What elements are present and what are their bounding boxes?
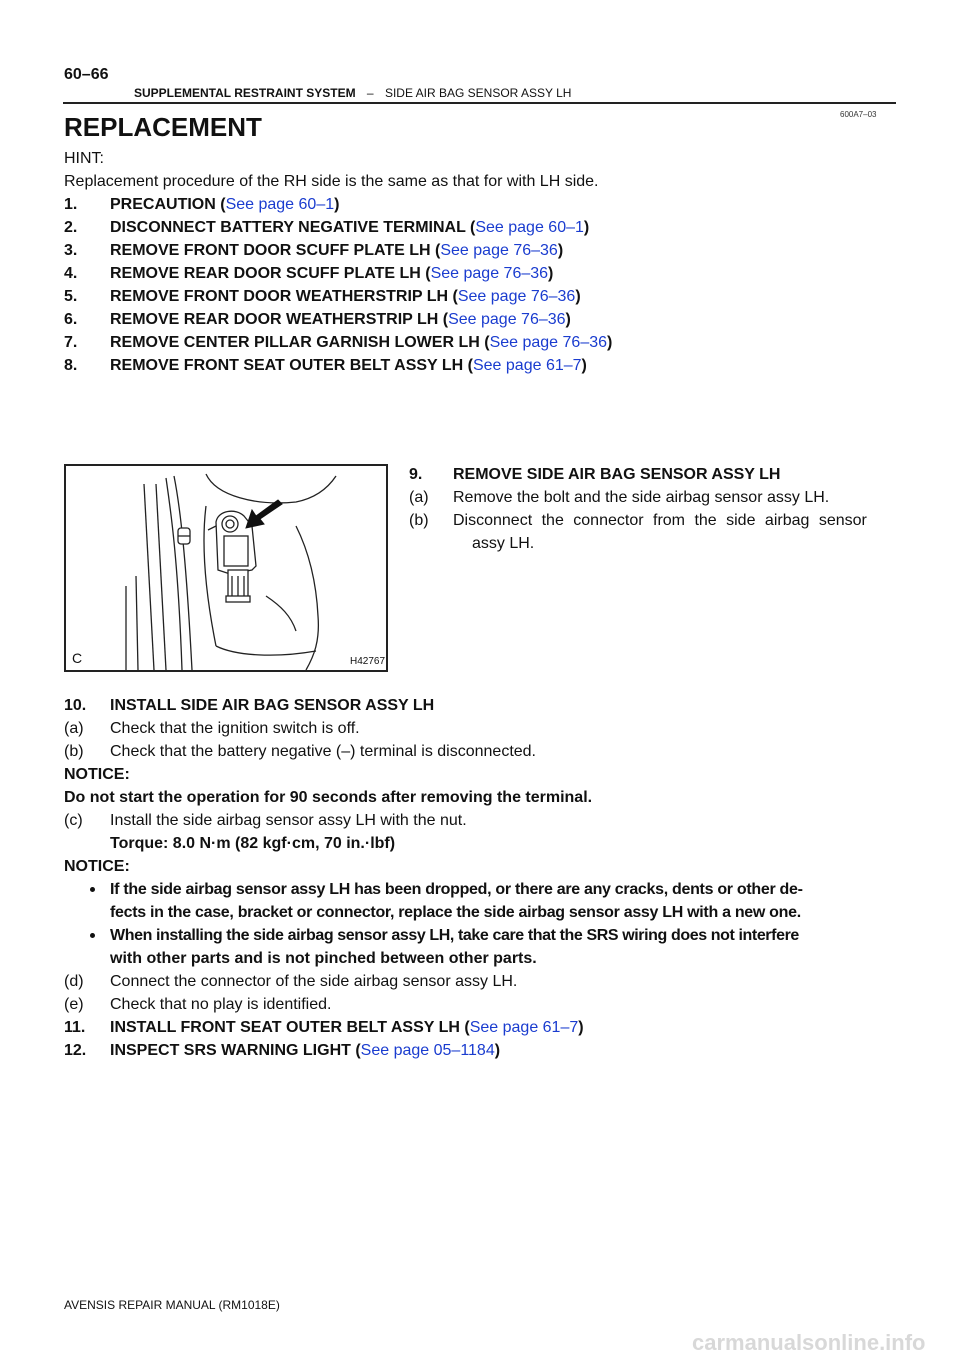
- notice-bullet-1-cont: fects in the case, bracket or connector, replace the side airbag sensor assy LH with a new one.: [110, 904, 801, 921]
- step-9b: [409, 510, 867, 532]
- bullet-dot: [90, 887, 95, 892]
- footer-manual: AVENSIS REPAIR MANUAL (RM1018E): [64, 1298, 280, 1312]
- step-number: 1.: [64, 196, 78, 213]
- step-number: 7.: [64, 334, 78, 351]
- notice-text: Do not start the operation for 90 seconds after removing the terminal.: [64, 789, 593, 806]
- figure-corner-mark: C: [72, 650, 83, 666]
- torque-spec: Torque: 8.0 N·m (82 kgf·cm, 70 in.·lbf): [110, 835, 396, 852]
- step-close: ): [583, 219, 590, 236]
- sensor-illustration: [64, 464, 388, 672]
- substep-label: (b): [64, 743, 84, 760]
- step-text: INSPECT SRS WARNING LIGHT (: [110, 1042, 361, 1059]
- sensor-drawing: [66, 466, 386, 670]
- header-rule: [63, 102, 896, 104]
- step-number: 6.: [64, 311, 78, 328]
- step-link[interactable]: See page 61–7: [469, 1019, 579, 1036]
- notice-bullet-1: If the side airbag sensor assy LH has been dropped, or there are any cracks, dents or other de-: [110, 881, 803, 898]
- step-close: ): [548, 265, 554, 282]
- step-title: REMOVE SIDE AIR BAG SENSOR ASSY LH: [453, 466, 781, 483]
- step-link[interactable]: See page 61–7: [472, 357, 582, 374]
- step-text: REMOVE REAR DOOR SCUFF PLATE LH (: [110, 265, 431, 282]
- step-close: ): [578, 1019, 584, 1036]
- step-link[interactable]: See page 76–36: [440, 242, 558, 259]
- step-6: [64, 309, 571, 331]
- substep-label: (a): [409, 489, 429, 506]
- step-number: 5.: [64, 288, 78, 305]
- step-10b: [64, 741, 536, 763]
- header-subsection: SIDE AIR BAG SENSOR ASSY LH: [384, 86, 572, 100]
- step-text: REMOVE FRONT DOOR SCUFF PLATE LH (: [110, 242, 441, 259]
- bullet-dot: [90, 933, 95, 938]
- header-section: [134, 86, 571, 100]
- hint-label: HINT:: [64, 150, 104, 167]
- substep-text: Connect the connector of the side airbag sensor assy LH.: [110, 973, 518, 990]
- step-link[interactable]: See page 76–36: [489, 334, 608, 351]
- hint-text: Replacement procedure of the RH side is the same as that for with LH side.: [64, 173, 599, 190]
- step-10e: [64, 994, 331, 1016]
- footer-watermark: carmanualsonline.info: [692, 1330, 926, 1355]
- header-separator: –: [366, 86, 374, 100]
- step-9: [409, 464, 780, 486]
- step-title: INSTALL SIDE AIR BAG SENSOR ASSY LH: [110, 697, 435, 714]
- step-close: ): [575, 288, 581, 305]
- step-link[interactable]: See page 05–1184: [360, 1042, 495, 1059]
- step-number: 10.: [64, 697, 87, 714]
- step-link[interactable]: See page 60–1: [475, 219, 584, 236]
- substep-label: (b): [409, 512, 429, 529]
- substep-label: (e): [64, 996, 84, 1013]
- step-12: [64, 1040, 500, 1062]
- step-text: DISCONNECT BATTERY NEGATIVE TERMINAL (: [110, 219, 476, 236]
- step-close: ): [557, 242, 564, 259]
- step-11: [64, 1017, 584, 1039]
- notice-label: NOTICE:: [64, 766, 130, 783]
- notice-bullet-2-cont: with other parts and is not pinched between other parts.: [110, 950, 537, 967]
- page-number: 60–66: [64, 66, 109, 83]
- header-section-title: SUPPLEMENTAL RESTRAINT SYSTEM: [134, 86, 356, 100]
- step-text: PRECAUTION (: [110, 196, 226, 213]
- notice-label: NOTICE:: [64, 858, 130, 875]
- substep-text: Disconnect the connector from the side airbag sensor: [453, 512, 867, 529]
- step-10: [64, 695, 434, 717]
- step-link[interactable]: See page 60–1: [225, 196, 335, 213]
- step-number: 8.: [64, 357, 78, 374]
- step-close: ): [607, 334, 613, 351]
- step-link[interactable]: See page 76–36: [457, 288, 576, 305]
- substep-label: (c): [64, 812, 83, 829]
- step-number: 4.: [64, 265, 78, 282]
- step-close: ): [334, 196, 340, 213]
- step-text: INSTALL FRONT SEAT OUTER BELT ASSY LH (: [110, 1019, 470, 1036]
- substep-text: Remove the bolt and the side airbag sensor assy LH.: [453, 489, 830, 506]
- step-link[interactable]: See page 76–36: [448, 311, 566, 328]
- step-text: REMOVE REAR DOOR WEATHERSTRIP LH (: [110, 311, 449, 328]
- step-1: [64, 194, 339, 216]
- step-number: 11.: [64, 1019, 86, 1036]
- notice-bullet-2: When installing the side airbag sensor assy LH, take care that the SRS wiring does not interfere: [110, 927, 799, 944]
- step-2: [64, 217, 589, 239]
- step-close: ): [494, 1042, 501, 1059]
- step-link[interactable]: See page 76–36: [430, 265, 549, 282]
- step-3: [64, 240, 563, 262]
- substep-text: Check that no play is identified.: [110, 996, 332, 1013]
- step-number: 3.: [64, 242, 78, 259]
- substep-text: Check that the battery negative (–) terminal is disconnected.: [110, 743, 536, 760]
- step-close: ): [565, 311, 571, 328]
- step-7: [64, 332, 612, 354]
- doc-code: 600A7–03: [840, 110, 877, 119]
- step-number: 9.: [409, 466, 423, 483]
- step-9b-cont: assy LH.: [472, 535, 535, 552]
- step-close: ): [581, 357, 587, 374]
- substep-text: Check that the ignition switch is off.: [110, 720, 360, 737]
- step-10d: [64, 971, 517, 993]
- page-title: REPLACEMENT: [64, 112, 262, 142]
- figure-code: H42767: [350, 656, 386, 667]
- substep-label: (d): [64, 973, 84, 990]
- step-5: [64, 286, 581, 308]
- step-text: REMOVE CENTER PILLAR GARNISH LOWER LH (: [110, 334, 490, 351]
- step-10a: [64, 718, 360, 740]
- step-number: 2.: [64, 219, 78, 236]
- step-8: [64, 355, 587, 377]
- step-text: REMOVE FRONT DOOR WEATHERSTRIP LH (: [110, 288, 458, 305]
- step-10c: [64, 810, 467, 832]
- substep-label: (a): [64, 720, 84, 737]
- step-number: 12.: [64, 1042, 87, 1059]
- step-text: REMOVE FRONT SEAT OUTER BELT ASSY LH (: [110, 357, 473, 374]
- substep-text: Install the side airbag sensor assy LH with the nut.: [110, 812, 467, 829]
- step-4: [64, 263, 553, 285]
- step-9a: [409, 487, 829, 509]
